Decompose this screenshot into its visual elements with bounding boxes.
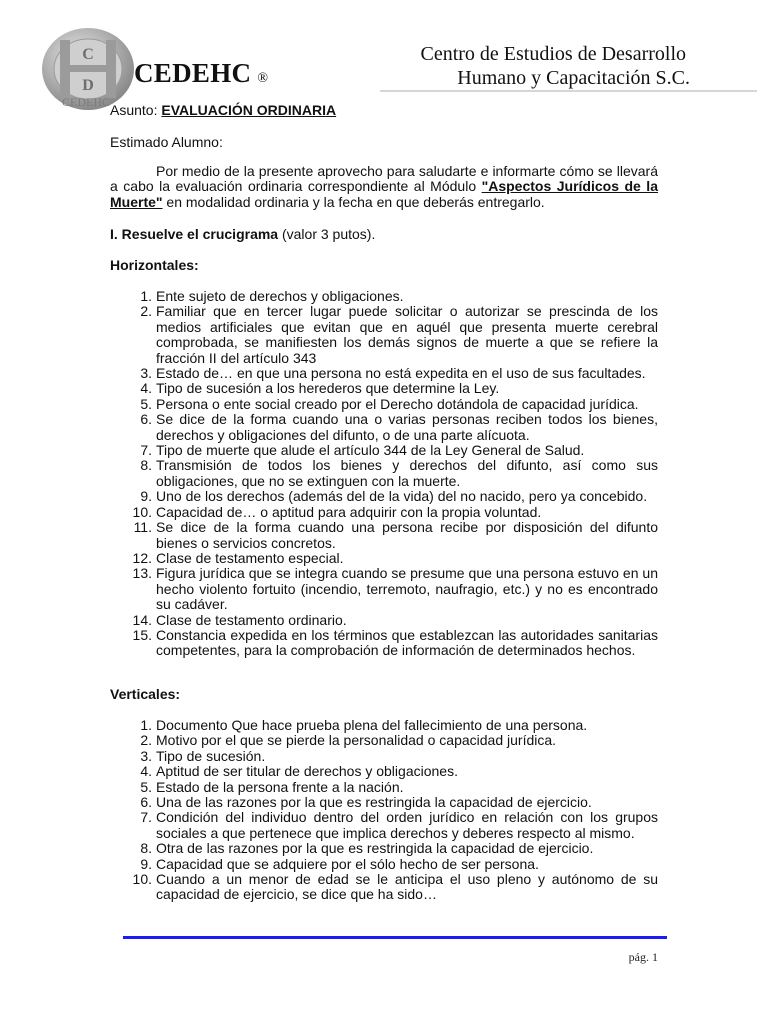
item-number: 2. xyxy=(140,303,152,320)
brand-text: CEDEHC xyxy=(134,58,252,88)
cedehc-logo xyxy=(40,26,136,112)
item-text: Tipo de sucesión a los herederos que determine la Ley. xyxy=(156,380,500,397)
list-item xyxy=(110,397,658,412)
item-number: 9. xyxy=(140,855,152,872)
item-number: 6. xyxy=(140,411,152,428)
org-line-2: Humano y Capacitación S.C. xyxy=(457,67,690,89)
item-text: Capacidad que se adquiere por el sólo hecho de ser persona. xyxy=(156,855,539,872)
item-number: 13. xyxy=(132,565,152,582)
list-item xyxy=(110,810,658,841)
item-text: Clase de testamento ordinario. xyxy=(156,611,347,628)
instruction-title: I. Resuelve el crucigrama xyxy=(110,226,279,242)
item-text: Transmisión de todos los bienes y derechos del difunto, así como sus obligaciones, que no se extinguen con la muerte. xyxy=(156,457,658,489)
list-item xyxy=(110,551,658,566)
intro-text-2: en modalidad ordinaria y la fecha en que deberás entregarlo. xyxy=(162,193,545,210)
item-text: Se dice de la forma cuando una persona recibe por disposición del difunto bienes o servicios concretos. xyxy=(156,519,658,551)
module-name: "Aspectos Jurídicos de la Muerte" xyxy=(110,178,658,210)
brand-name xyxy=(134,58,268,89)
item-number: 14. xyxy=(132,611,152,628)
subject-line xyxy=(110,103,336,118)
list-item xyxy=(110,841,658,856)
page-number: pág. 1 xyxy=(628,950,658,964)
item-text: Condición del individuo dentro del orden jurídico en relación con los grupos sociales a que pertenece que implica derechos y deberes respecto al mismo. xyxy=(156,809,658,841)
item-number: 2. xyxy=(140,732,152,749)
list-item xyxy=(110,613,658,628)
item-number: 5. xyxy=(140,778,152,795)
list-item xyxy=(110,443,658,458)
list-item xyxy=(110,780,658,795)
item-number: 1. xyxy=(140,717,152,733)
list-item xyxy=(110,505,658,520)
list-item xyxy=(110,872,658,903)
list-item xyxy=(110,628,658,659)
list-item xyxy=(110,289,658,304)
instruction-heading xyxy=(110,227,375,242)
item-number: 15. xyxy=(132,626,152,643)
item-number: 3. xyxy=(140,747,152,764)
item-text: Tipo de muerte que alude el artículo 344 de la Ley General de Salud. xyxy=(156,442,585,459)
horizontales-list xyxy=(110,289,658,659)
item-text: Familiar que en tercer lugar puede solicitar o autorizar se prescinda de los medios artificiales que evitan que en aquél que presenta muerte cerebral comprobada, se manifiesten los demás signos de muerte a que se refiere la fracción II del artículo 343 xyxy=(156,303,658,366)
item-number: 4. xyxy=(140,380,152,397)
list-item xyxy=(110,520,658,551)
item-text: Capacidad de… o aptitud para adquirir con la propia voluntad. xyxy=(156,503,542,520)
item-text: Estado de… en que una persona no está expedita en el uso de sus facultades. xyxy=(156,365,646,382)
item-number: 8. xyxy=(140,840,152,857)
item-number: 12. xyxy=(132,549,152,566)
item-text: Figura jurídica que se integra cuando se presume que una persona estuvo en un hecho violento fortuito (incendio, terremoto, naufragio, etc.) y no es encontrado su cadáver. xyxy=(156,565,658,613)
item-text: Ente sujeto de derechos y obligaciones. xyxy=(156,288,404,304)
list-item xyxy=(110,764,658,779)
instruction-note: (valor 3 putos). xyxy=(278,226,376,242)
organization-name xyxy=(420,42,690,90)
svg-text:D: D xyxy=(82,77,94,94)
svg-text:C: C xyxy=(82,46,94,63)
horizontales-heading: Horizontales: xyxy=(110,257,199,273)
list-item xyxy=(110,749,658,764)
subject-label: Asunto: xyxy=(110,102,162,118)
list-item xyxy=(110,795,658,810)
item-text: Clase de testamento especial. xyxy=(156,549,344,566)
list-item xyxy=(110,366,658,381)
item-number: 10. xyxy=(132,871,152,888)
item-number: 8. xyxy=(140,457,152,474)
item-text: Motivo por el que se pierde la personalidad o capacidad jurídica. xyxy=(156,732,557,749)
list-item xyxy=(110,566,658,612)
header-rule xyxy=(380,90,757,92)
item-text: Se dice de la forma cuando una o varias personas reciben todos los bienes, derechos y obligaciones del difunto, o de una parte alícuota. xyxy=(156,411,658,443)
item-text: Documento Que hace prueba plena del fallecimiento de una persona. xyxy=(156,717,588,733)
item-number: 11. xyxy=(133,519,152,536)
item-text: Otra de las razones por la que es restringida la capacidad de ejercicio. xyxy=(156,840,594,857)
item-text: Persona o ente social creado por el Derecho dotándola de capacidad jurídica. xyxy=(156,395,639,412)
item-number: 9. xyxy=(140,488,152,505)
item-number: 7. xyxy=(140,809,152,826)
org-line-1: Centro de Estudios de Desarrollo xyxy=(420,43,686,65)
item-text: Tipo de sucesión. xyxy=(156,747,266,764)
item-text: Una de las razones por la que es restringida la capacidad de ejercicio. xyxy=(156,794,592,811)
item-number: 10. xyxy=(132,503,152,520)
item-number: 6. xyxy=(140,794,152,811)
greeting: Estimado Alumno: xyxy=(110,134,223,150)
item-text: Aptitud de ser titular de derechos y obligaciones. xyxy=(156,763,458,780)
list-item xyxy=(110,718,658,733)
item-text: Estado de la persona frente a la nación. xyxy=(156,778,404,795)
registered-mark: ® xyxy=(257,71,269,86)
subject-value: EVALUACIÓN ORDINARIA xyxy=(161,102,337,118)
item-number: 1. xyxy=(140,288,152,304)
intro-paragraph xyxy=(110,164,658,210)
item-text: Cuando a un menor de edad se le anticipa el uso pleno y autónomo de su capacidad de ejercicio, se dice que ha sido… xyxy=(156,871,658,903)
list-item xyxy=(110,381,658,396)
list-item xyxy=(110,857,658,872)
item-number: 7. xyxy=(140,442,152,459)
intro-text-1: Por medio de la presente aprovecho para saludarte e informarte cómo se llevará a cabo la evaluación ordinaria correspondiente al Módulo xyxy=(110,163,658,195)
item-number: 5. xyxy=(140,395,152,412)
footer-rule xyxy=(123,936,667,939)
list-item xyxy=(110,489,658,504)
item-number: 3. xyxy=(140,365,152,382)
verticales-list xyxy=(110,718,658,903)
verticales-heading: Verticales: xyxy=(110,686,181,702)
item-number: 4. xyxy=(140,763,152,780)
item-text: Constancia expedida en los términos que establezcan las autoridades sanitarias competentes, para la comprobación de información de determinados hechos. xyxy=(156,626,658,659)
svg-text:CEDEHC: CEDEHC xyxy=(62,95,110,109)
list-item xyxy=(110,412,658,443)
list-item xyxy=(110,458,658,489)
list-item xyxy=(110,304,658,366)
list-item xyxy=(110,733,658,748)
item-text: Uno de los derechos (además del de la vida) del no nacido, pero ya concebido. xyxy=(156,488,648,505)
